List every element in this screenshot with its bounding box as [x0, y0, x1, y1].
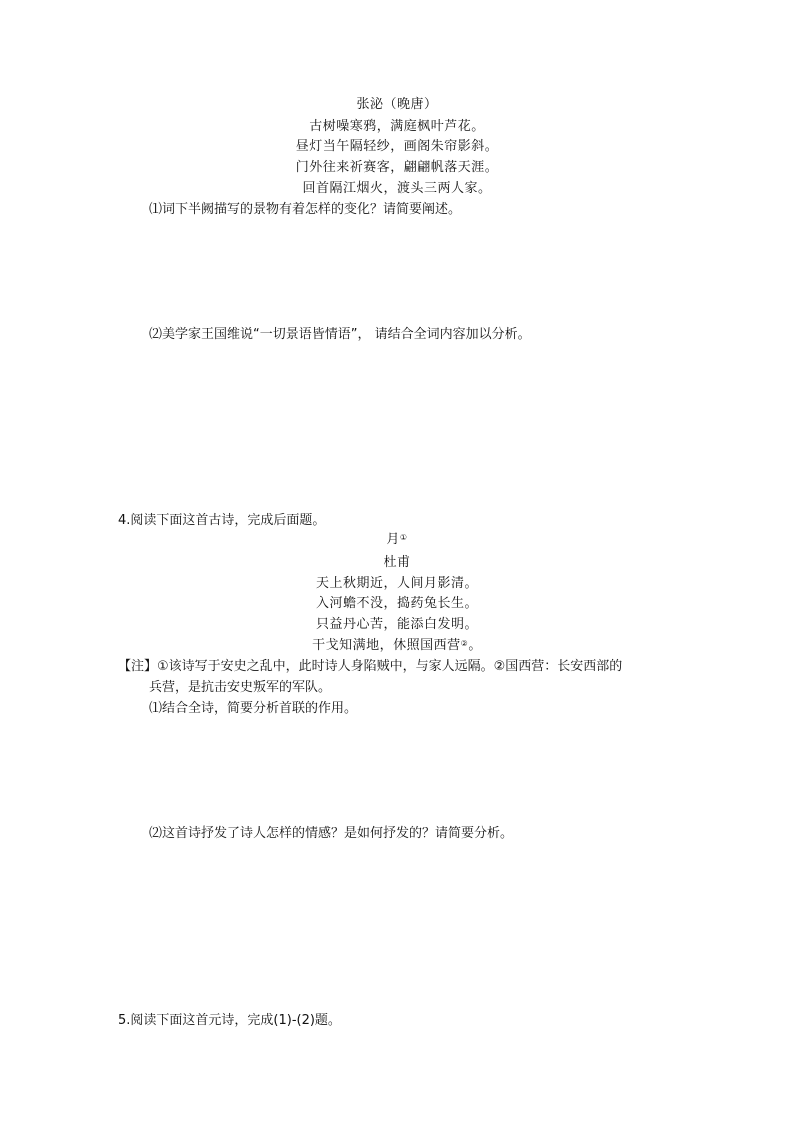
- poem2-line-4-punct: 。: [468, 638, 482, 653]
- footnote-marker-2: ②: [460, 639, 469, 648]
- question-4-sub-2: ⑵这首诗抒发了诗人怎样的情感？是如何抒发的？请简要分析。: [149, 826, 514, 841]
- poem2-title: [0, 530, 794, 550]
- question-4-prompt: 4.阅读下面这首古诗，完成后面题。: [118, 513, 326, 528]
- poem2-title-text: 月: [386, 532, 400, 547]
- footnote-marker-1: ①: [399, 533, 408, 542]
- poem2-line-2: 入河蟾不没，捣药兔长生。: [315, 596, 478, 611]
- poem2-note-line-1: 【注】①该诗写于安史之乱中，此时诗人身陷贼中，与家人远隔。②国西营：长安西部的: [118, 659, 623, 674]
- poem1-author: 张泌（晚唐）: [356, 97, 438, 112]
- poem2-line-1: 天上秋期近，人间月影清。: [315, 576, 478, 591]
- poem2-line-3: 只益丹心苦，能添白发明。: [315, 617, 478, 632]
- poem1-question-1: ⑴词下半阙描写的景物有着怎样的变化？请简要阐述。: [149, 202, 462, 217]
- poem2-line-4: [0, 636, 794, 656]
- poem1-line-1: 古树噪寒鸦，满庭枫叶芦花。: [309, 119, 485, 134]
- poem1-line-3: 门外往来祈赛客，翩翩帆落天涯。: [295, 160, 499, 175]
- poem2-author: 杜甫: [383, 555, 411, 570]
- poem1-question-2: ⑵美学家王国维说“一切景语皆情语”， 请结合全词内容加以分析。: [149, 327, 531, 342]
- question-5-prompt: 5.阅读下面这首元诗，完成(1)-(2)题。: [118, 1013, 341, 1028]
- poem1-line-2: 昼灯当午隔轻纱，画阁朱帘影斜。: [295, 139, 499, 154]
- poem2-line-4-text: 干戈知满地，休照国西营: [312, 638, 461, 653]
- question-4-sub-1: ⑴结合全诗，简要分析首联的作用。: [149, 701, 358, 716]
- poem1-line-4: 回首隔江烟火，渡头三两人家。: [302, 181, 492, 196]
- poem2-note-line-2: 兵营，是抗击安史叛军的军队。: [149, 680, 332, 695]
